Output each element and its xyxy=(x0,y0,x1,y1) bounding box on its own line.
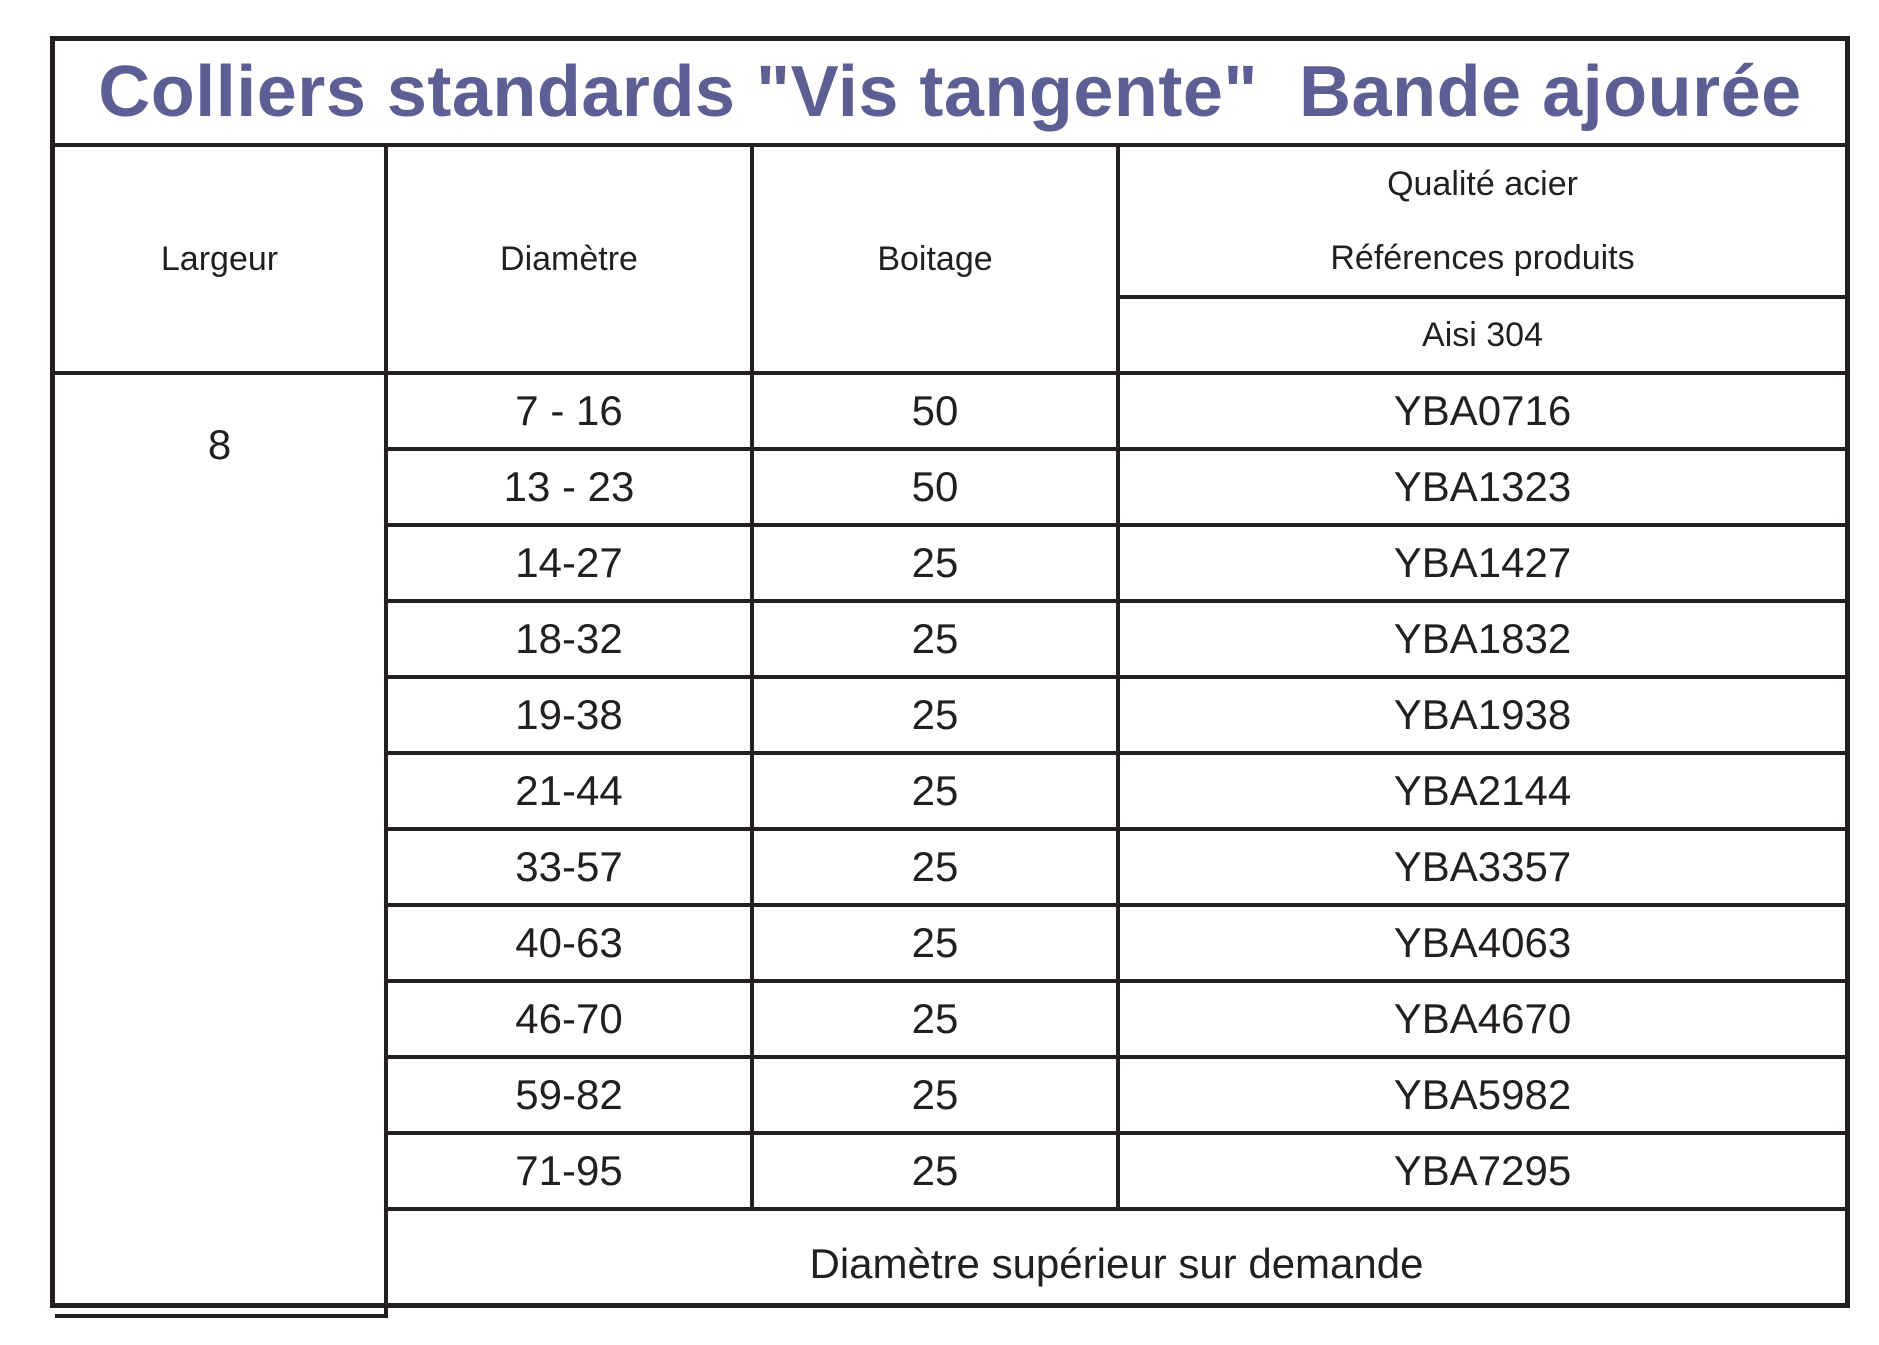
reference-cell: YBA2144 xyxy=(1118,753,1845,829)
diametre-cell: 13 - 23 xyxy=(386,449,752,525)
diametre-cell: 46-70 xyxy=(386,981,752,1057)
reference-cell: YBA1832 xyxy=(1118,601,1845,677)
diametre-cell: 40-63 xyxy=(386,905,752,981)
reference-cell: YBA7295 xyxy=(1118,1133,1845,1209)
reference-cell: YBA3357 xyxy=(1118,829,1845,905)
boitage-cell: 25 xyxy=(752,905,1118,981)
reference-cell: YBA1938 xyxy=(1118,677,1845,753)
boitage-cell: 50 xyxy=(752,373,1118,449)
header-qualite-line2: Références produits xyxy=(1330,239,1635,277)
boitage-cell: 25 xyxy=(752,1133,1118,1209)
header-boitage: Boitage xyxy=(752,147,1118,373)
boitage-cell: 25 xyxy=(752,677,1118,753)
footer-note: Diamètre supérieur sur demande xyxy=(386,1209,1845,1316)
header-qualite xyxy=(1118,147,1845,297)
reference-cell: YBA4063 xyxy=(1118,905,1845,981)
reference-cell: YBA5982 xyxy=(1118,1057,1845,1133)
boitage-cell: 25 xyxy=(752,981,1118,1057)
reference-cell: YBA0716 xyxy=(1118,373,1845,449)
largeur-value: 8 xyxy=(55,373,386,1316)
diametre-cell: 71-95 xyxy=(386,1133,752,1209)
product-table-frame xyxy=(50,36,1850,1308)
boitage-cell: 25 xyxy=(752,829,1118,905)
diametre-cell: 18-32 xyxy=(386,601,752,677)
diametre-cell: 7 - 16 xyxy=(386,373,752,449)
diametre-cell: 33-57 xyxy=(386,829,752,905)
boitage-cell: 25 xyxy=(752,1057,1118,1133)
product-table xyxy=(55,147,1845,1318)
reference-cell: YBA1323 xyxy=(1118,449,1845,525)
table-title: Colliers standards "Vis tangente" Bande ajourée xyxy=(55,41,1845,147)
boitage-cell: 25 xyxy=(752,525,1118,601)
reference-cell: YBA1427 xyxy=(1118,525,1845,601)
header-material: Aisi 304 xyxy=(1118,297,1845,373)
header-diametre: Diamètre xyxy=(386,147,752,373)
diametre-cell: 14-27 xyxy=(386,525,752,601)
diametre-cell: 59-82 xyxy=(386,1057,752,1133)
header-largeur: Largeur xyxy=(55,147,386,373)
boitage-cell: 50 xyxy=(752,449,1118,525)
table-row xyxy=(55,373,1845,449)
diametre-cell: 19-38 xyxy=(386,677,752,753)
boitage-cell: 25 xyxy=(752,601,1118,677)
boitage-cell: 25 xyxy=(752,753,1118,829)
diametre-cell: 21-44 xyxy=(386,753,752,829)
header-qualite-line1: Qualité acier xyxy=(1387,165,1578,203)
header-row-top xyxy=(55,147,1845,297)
reference-cell: YBA4670 xyxy=(1118,981,1845,1057)
